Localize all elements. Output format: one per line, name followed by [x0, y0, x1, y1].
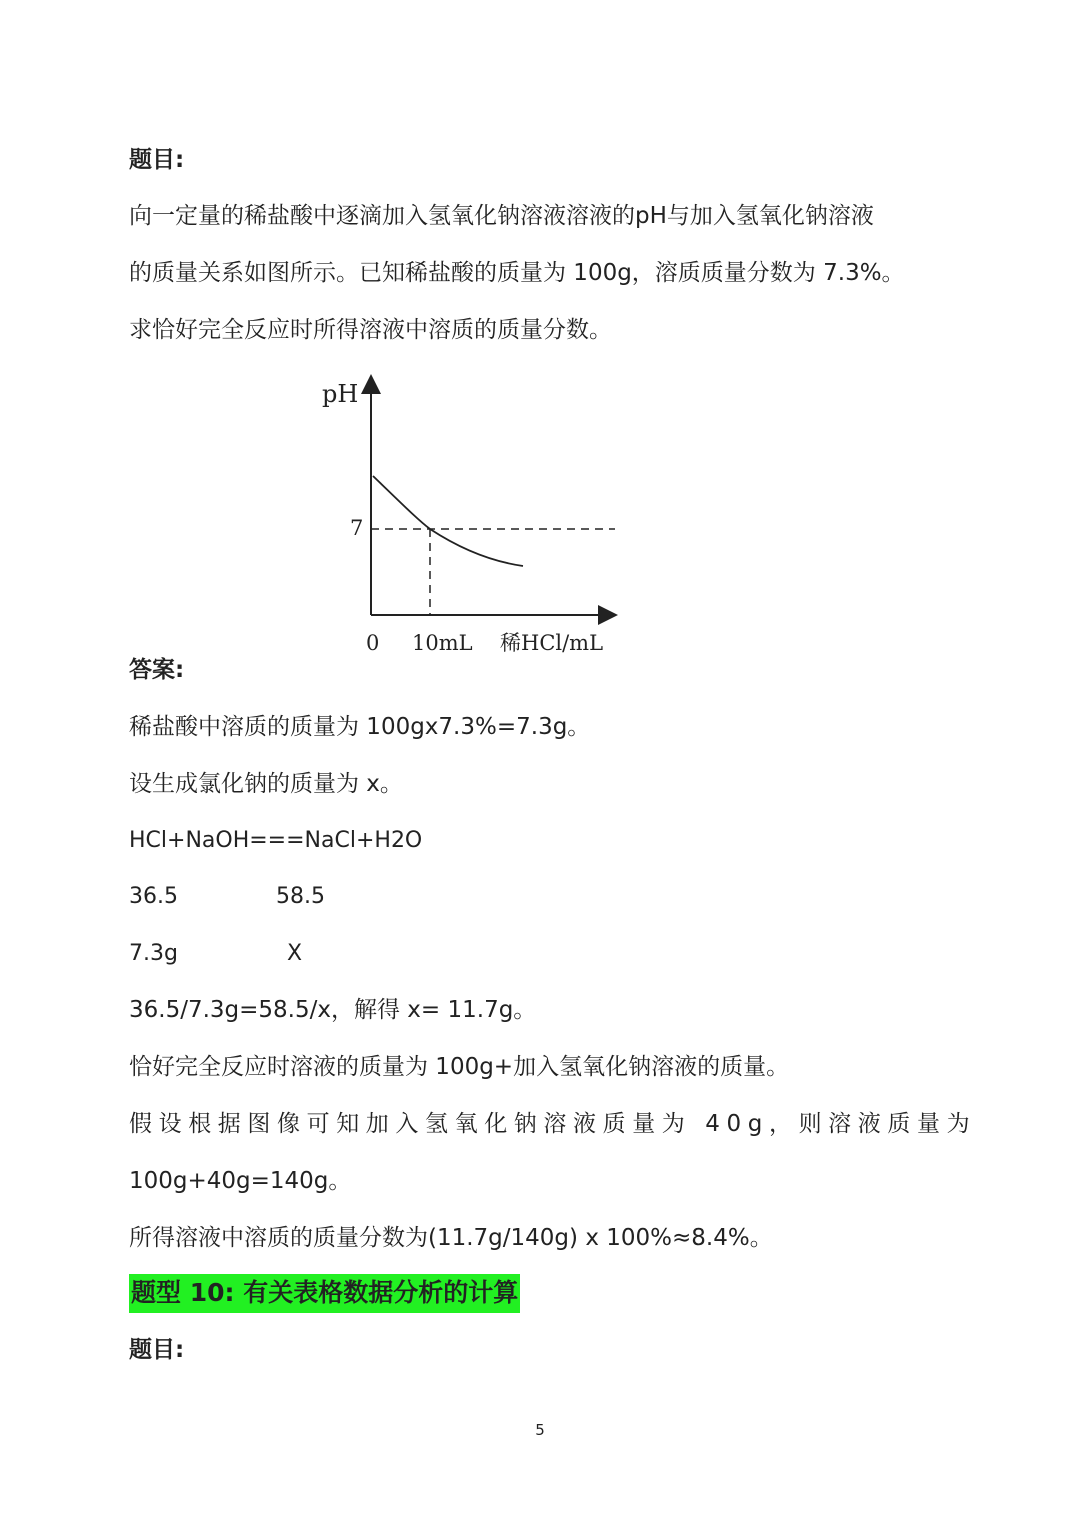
answer-line-2: 设生成氯化钠的质量为 x。 [129, 771, 403, 797]
answer-line-5: 假设根据图像可知加入氢氧化钠溶液质量为 40g，则溶液质量为 [129, 1111, 977, 1137]
answer-line-7: 所得溶液中溶质的质量分数为(11.7g/140g) x 100%≈8.4%。 [129, 1225, 773, 1251]
y-tick-7: 7 [350, 516, 364, 540]
origin-label: 0 [366, 631, 380, 655]
x-tick-10ml: 10mL [412, 631, 473, 655]
chemical-equation: HCl+NaOH===NaCl+H2O [129, 828, 423, 853]
mass-unknown: X [287, 941, 303, 966]
ratio-nacl: 58.5 [276, 884, 325, 909]
answer-heading: 答案: [129, 657, 185, 683]
y-axis-label: pH [322, 380, 359, 408]
problem-line-1: 向一定量的稀盐酸中逐滴加入氢氧化钠溶液溶液的pH与加入氢氧化钠溶液 [129, 203, 874, 229]
ph-curve [373, 476, 523, 566]
answer-line-6: 100g+40g=140g。 [129, 1168, 352, 1194]
section-problem-heading: 题目: [129, 1337, 185, 1363]
ph-chart [300, 370, 630, 655]
section-title-highlight: 题型 10: 有关表格数据分析的计算 [129, 1274, 520, 1313]
ratio-hcl: 36.5 [129, 884, 178, 909]
page-number: 5 [535, 1421, 545, 1439]
problem-line-3: 求恰好完全反应时所得溶液中溶质的质量分数。 [129, 317, 612, 343]
problem-heading: 题目: [129, 147, 185, 173]
answer-line-1: 稀盐酸中溶质的质量为 100gx7.3%=7.3g。 [129, 714, 591, 740]
answer-line-4: 恰好完全反应时溶液的质量为 100g+加入氢氧化钠溶液的质量。 [129, 1054, 790, 1080]
section-title [129, 1278, 520, 1309]
problem-line-2: 的质量关系如图所示。已知稀盐酸的质量为 100g，溶质质量分数为 7.3%。 [129, 260, 905, 286]
answer-line-3: 36.5/7.3g=58.5/x，解得 x= 11.7g。 [129, 997, 537, 1023]
mass-hcl: 7.3g [129, 941, 178, 966]
x-axis-label: 稀HCl/mL [500, 631, 604, 655]
